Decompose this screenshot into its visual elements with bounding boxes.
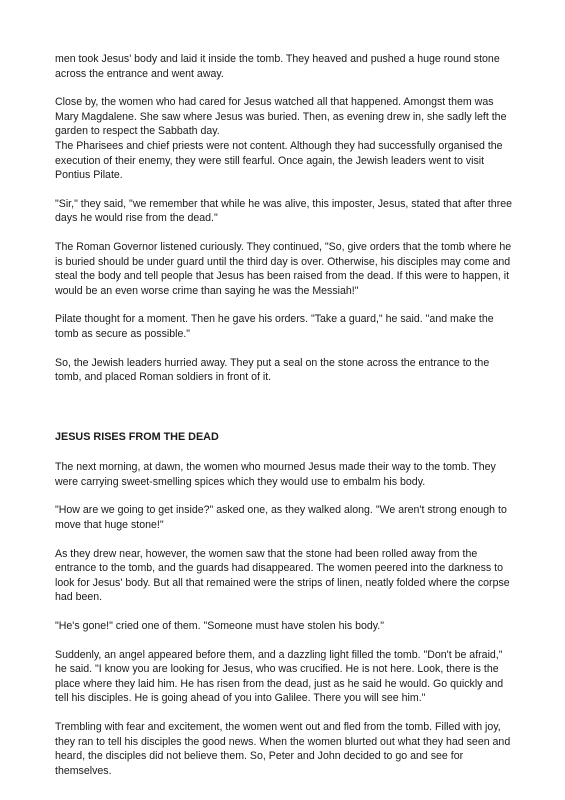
document-page <box>55 52 515 792</box>
paragraph: "How are we going to get inside?" asked one, as they walked along. "We aren't strong enough to move that huge stone!" <box>55 504 507 532</box>
paragraph: Pilate thought for a moment. Then he gave his orders. "Take a guard," he said. "and make the tomb as secure as possible." <box>55 313 494 340</box>
paragraph: So, the Jewish leaders hurried away. They put a seal on the stone across the entrance to the tomb, and placed Roman soldiers in front of it. <box>55 356 490 384</box>
paragraph: Trembling with fear and excitement, the women went out and fled from the tomb. Filled with joy, they ran to tell his disciples the good news. When the women blurted out what they had seen and heard, the disciples did not believe them. So, Peter and John decided to go and see for themselves. <box>55 721 511 777</box>
paragraph: The Roman Governor listened curiously. They continued, "So, give orders that the tomb where he is buried should be under guard until the third day is over. Otherwise, his disciples may come and steal the body and tell people that Jesus has been raised from the dead. If this were to happen, it would be an even worse crime than saying he was the Messiah!" <box>55 240 512 297</box>
paragraph: Suddenly, an angel appeared before them, and a dazzling light filled the tomb. "Don't be afraid," he said. "I know you are looking for Jesus, who was crucified. He is not here. Look, there is the place where they laid him. He has risen from the dead, just as he said he would. Go quickly and tell his disciples. He is going ahead of you into Galilee. There you will see him." <box>55 648 504 705</box>
paragraph: "He's gone!" cried one of them. "Someone must have stolen his body." <box>55 620 384 633</box>
paragraph: "Sir," they said, "we remember that while he was alive, this imposter, Jesus, stated that after three days he would rise from the dead." <box>55 197 513 225</box>
paragraph: The Pharisees and chief priests were not content. Although they had successfully organised the execution of their enemy, they were still fearful. Once again, the Jewish leaders went to visit Pontius Pilate. <box>55 139 503 182</box>
section-heading: JESUS RISES FROM THE DEAD <box>55 430 219 443</box>
paragraph: As they drew near, however, the women saw that the stone had been rolled away from the entrance to the tomb, and the guards had disappeared. The women peered into the darkness to look for Jesus' body. But all that remained were the strips of linen, neatly folded where the corpse had been. <box>55 547 510 604</box>
paragraph: men took Jesus' body and laid it inside the tomb. They heaved and pushed a huge round stone across the entrance and went away. <box>55 53 500 80</box>
paragraph: Close by, the women who had cared for Jesus watched all that happened. Amongst them was Mary Magdalene. She saw where Jesus was buried. Then, as evening drew in, she sadly left the garden to respect the Sabbath day. <box>55 96 507 138</box>
paragraph: The next morning, at dawn, the women who mourned Jesus made their way to the tomb. They were carrying sweet-smelling spices which they would use to embalm his body. <box>55 461 496 488</box>
